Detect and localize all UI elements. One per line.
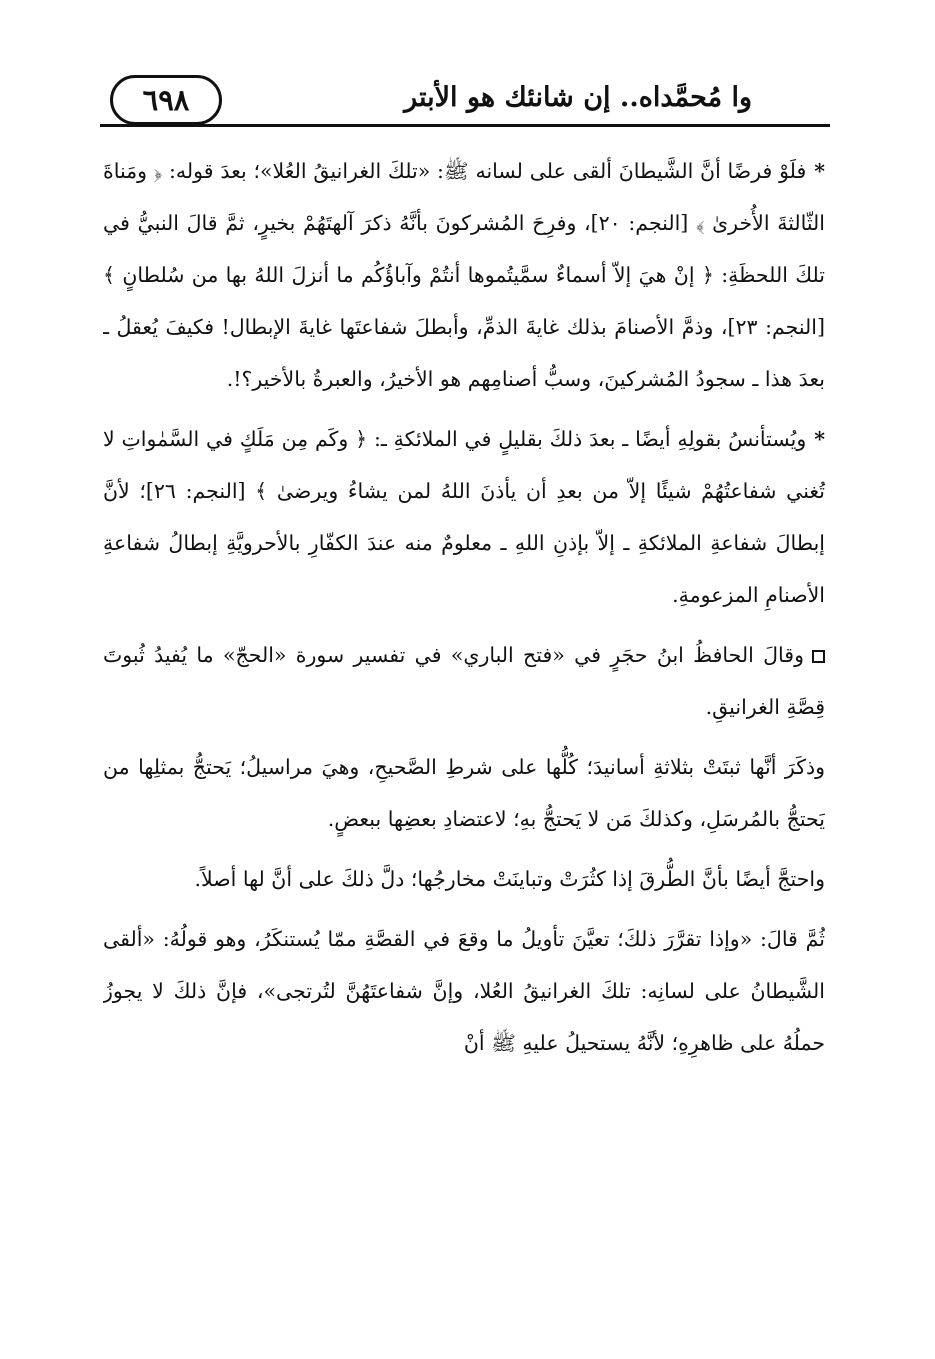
page-body: [103, 145, 825, 1305]
header-rule: [100, 124, 830, 127]
paragraph: [103, 913, 825, 1069]
paragraph-text: واحتجَّ أيضًا بأنَّ الطُّرقَ إذا كثُرَتْ وتباينَتْ مخارجُها؛ دلَّ ذلكَ على أنَّ لها أصلاً.: [194, 867, 825, 891]
paragraph: [103, 741, 825, 845]
paragraph-text: ويُستأنسُ بقولِهِ أيضًا ـ بعدَ ذلكَ بقليلٍ في الملائكةِ ـ: ﴿ وكَم مِن مَلَكٍ في السَّمٰواتِ لا تُغني شفاعتُهُمْ شيئًا إلاّ من بعدِ أن يأذنَ اللهُ لمن يشاءُ ويرضىٰ ﴾ [النجم: ٢٦]؛ لأنَّ إبطالَ شفاعةِ الملائكةِ ـ إلاّ بإذنِ اللهِ ـ معلومٌ منه عندَ الكفّارِ بالأحرويَّةِ إبطالُ شفاعةِ الأصنامِ المزعومةِ.: [103, 427, 825, 607]
running-title: وا مُحمَّداه.. إن شانئك هو الأبتر: [404, 82, 752, 113]
page-number: ٦٩٨: [110, 75, 222, 125]
paragraph: [103, 629, 825, 733]
paragraph: [103, 413, 825, 621]
paragraph-text: وقالَ الحافظُ ابنُ حجَرٍ في «فتح الباري» في تفسير سورة «الحجّ» ما يُفيدُ ثُبوتَ قِصَّةِ الغرانيقِ.: [103, 643, 825, 719]
paragraph-text: فلَوْ فرضًا أنَّ الشَّيطانَ ألقى على لسانه ﷺ: «تلكَ الغرانيقُ العُلا»؛ بعدَ قوله: ﴿ ومَناةَ الثّالثةَ الأُخرىٰ ﴾ [النجم: ٢٠]، وفرِحَ المُشركونَ بأنَّهُ ذكرَ آلهتَهُمْ بخيرٍ، ثمَّ قالَ النبيُّ في تلكَ اللحظَةِ: ﴿ إنْ هيَ إلاّ أسماءٌ سمَّيتُموها أنتُمْ وآباؤُكُم ما أنزلَ اللهُ بها من سُلطانٍ ﴾ [النجم: ٢٣]، وذمَّ الأصنامَ بذلك غايةَ الذمِّ، وأبطلَ شفاعتَها غايةَ الإبطال! فكيفَ يُعقلُ ـ بعدَ هذا ـ سجودُ المُشركينَ، وسبُّ أصنامِهم هو الأخيرُ، والعبرةُ بالأخير؟!.: [103, 159, 825, 391]
paragraph: [103, 145, 825, 405]
paragraph-text: وذكَرَ أنَّها ثبتَتْ بثلاثةِ أسانيدَ؛ كُلُّها على شرطِ الصَّحيحِ، وهيَ مراسيلُ؛ يَحتجُّ بمثلِها من يَحتجُّ بالمُرسَلِ، وكذلكَ مَن لا يَحتجُّ بهِ؛ لاعتضادِ بعضِها ببعضٍ.: [103, 755, 825, 831]
page-header: [100, 70, 830, 140]
paragraph: [103, 853, 825, 905]
paragraph-text: ثُمَّ قالَ: «وإذا تقرَّرَ ذلكَ؛ تعيَّنَ تأويلُ ما وقعَ في القصَّةِ ممّا يُستنكَرُ، وهو قولُهُ: «ألقى الشَّيطانُ على لسانِه: تلكَ الغرانيقُ العُلا، وإنَّ شفاعتَهُنَّ لتُرتجى»، فإنَّ ذلكَ لا يجوزُ حملُهُ على ظاهرِهِ؛ لأنَّهُ يستحيلُ عليهِ ﷺ أنْ: [103, 927, 825, 1055]
asterisk-marker: *: [814, 427, 825, 451]
asterisk-marker: *: [814, 159, 825, 183]
square-bullet-icon: [812, 650, 825, 663]
